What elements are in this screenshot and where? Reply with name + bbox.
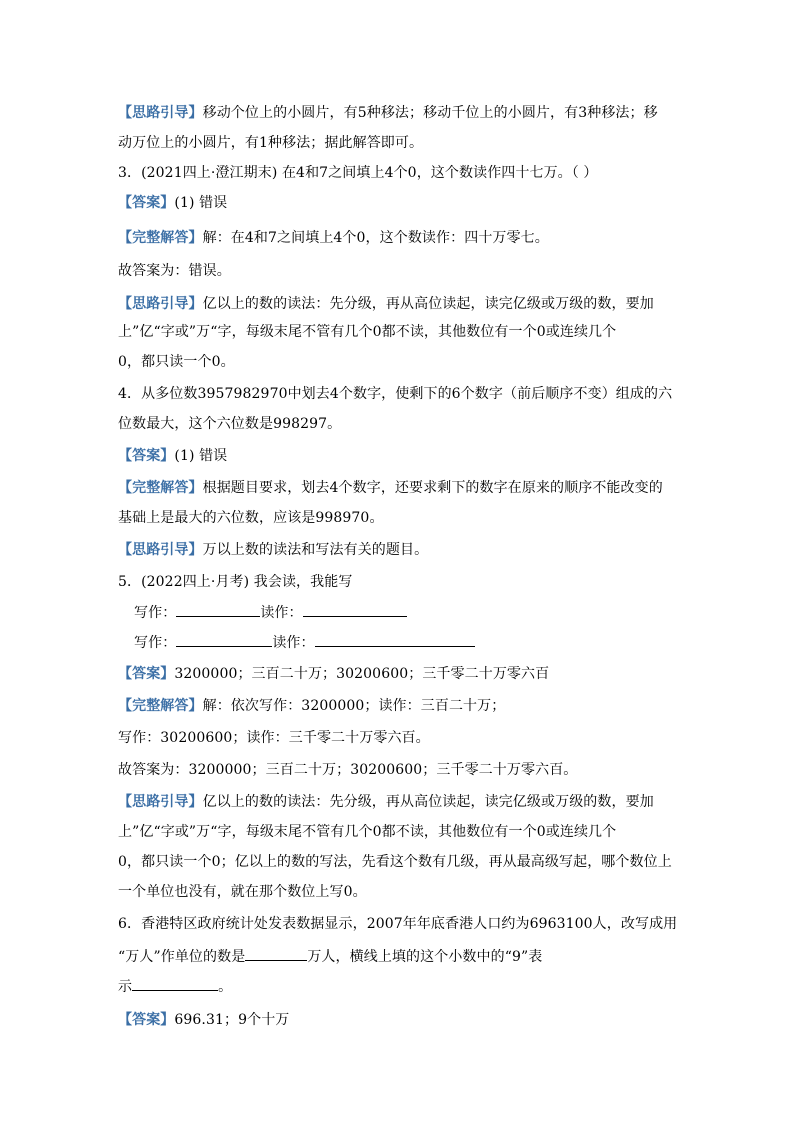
question-text: 4．从多位数3957982970中划去4个数字，使剩下的6个数字（前后顺序不变）组成的六 (118, 386, 673, 402)
text-line (118, 976, 678, 997)
full-solution-line (118, 696, 678, 716)
text-line (118, 728, 678, 748)
text-line (118, 261, 678, 281)
text: 写作：30200600；读作：三千零二十万零六百。 (118, 730, 430, 746)
write-blank-2 (176, 632, 272, 647)
full-tag: 【完整解答】 (118, 698, 203, 714)
text-line (118, 133, 678, 153)
hint-tag: 【思路引导】 (118, 542, 203, 558)
text-line (118, 760, 678, 780)
text: 移动个位上的小圆片，有5种移法；移动千位上的小圆片，有3种移法；移 (202, 105, 658, 121)
read-blank-1 (303, 602, 407, 617)
text: 亿以上的数的读法：先分级，再从高位读起，读完亿级或万级的数，要加 (202, 794, 654, 810)
text: 位数最大，这个六位数是998297。 (118, 416, 342, 432)
text-line (118, 508, 678, 528)
hint-tag: 【思路引导】 (118, 296, 203, 312)
question-4 (118, 384, 678, 404)
fill-blank-meaning (132, 976, 218, 991)
text: 0，都只读一个0；亿以上的数的写法，先看这个数有几级，再从最高级写起，哪个数位上 (118, 854, 672, 870)
question-3 (118, 163, 678, 183)
hint-line (118, 103, 678, 123)
answer-text: 696.31；9个十万 (174, 1012, 290, 1028)
fill-blank-units (245, 946, 307, 961)
hint-line (118, 792, 678, 812)
answer-text: 3200000；三百二十万；30200600；三千零二十万零六百 (174, 666, 550, 682)
text: 万人，横线上填的这个小数中的“9”表 (307, 949, 543, 965)
answer-line (118, 664, 678, 684)
question-text: 5．(2022四上·月考) 我会读，我能写 (118, 574, 353, 590)
text-line (118, 946, 678, 967)
hint-tag: 【思路引导】 (118, 794, 203, 810)
hint-line (118, 540, 678, 560)
write-blank-1 (176, 602, 260, 617)
text: 动万位上的小圆片，有1种移法；据此解答即可。 (118, 135, 424, 151)
answer-text: (1) 错误 (174, 448, 228, 464)
answer-line (118, 446, 678, 466)
text-line (118, 882, 678, 902)
text: 故答案为：错误。 (118, 263, 231, 279)
answer-line (118, 1010, 678, 1030)
hint-line (118, 294, 678, 314)
text-line (118, 852, 678, 872)
read-label: 读作： (260, 605, 303, 621)
text: 亿以上的数的读法：先分级，再从高位读起，读完亿级或万级的数，要加 (202, 296, 654, 312)
write-label: 写作： (134, 605, 177, 621)
question-6 (118, 914, 678, 934)
text: 示 (118, 979, 133, 995)
answer-tag: 【答案】 (118, 666, 175, 682)
answer-tag: 【答案】 (118, 195, 175, 211)
write-label: 写作： (134, 635, 177, 651)
text: 上”亿“字或”万“字，每级末尾不管有几个0都不读，其他数位有一个0或连续几个 (118, 324, 617, 340)
full-tag: 【完整解答】 (118, 480, 203, 496)
answer-text: (1) 错误 (174, 195, 228, 211)
question-text: 3．(2021四上·澄江期末) 在4和7之间填上4个0，这个数读作四十七万。（ ） (118, 165, 598, 181)
answer-tag: 【答案】 (118, 448, 175, 464)
text-line (118, 822, 678, 842)
text: 基础上是最大的六位数，应该是998970。 (118, 510, 384, 526)
full-solution-line (118, 228, 678, 248)
text-line (118, 414, 678, 434)
text: 故答案为：3200000；三百二十万；30200600；三千零二十万零六百。 (118, 762, 578, 778)
solution-text: 解：在4和7之间填上4个0，这个数读作：四十万零七。 (202, 230, 549, 246)
text: 0，都只读一个0。 (118, 354, 235, 370)
answer-tag: 【答案】 (118, 1012, 175, 1028)
text-line (118, 322, 678, 342)
full-solution-line (118, 478, 678, 498)
text: 上”亿“字或”万“字，每级末尾不管有几个0都不读，其他数位有一个0或连续几个 (118, 824, 617, 840)
read-blank-2 (315, 632, 475, 647)
question-5 (118, 572, 678, 592)
text: “万人”作单位的数是 (118, 949, 246, 965)
text: 一个单位也没有，就在那个数位上写0。 (118, 884, 367, 900)
full-tag: 【完整解答】 (118, 230, 203, 246)
fill-line-2 (118, 632, 694, 653)
text: 。 (218, 979, 233, 995)
text: 万以上数的读法和写法有关的题目。 (202, 542, 429, 558)
question-text: 6．香港特区政府统计处发表数据显示，2007年年底香港人口约为6963100人，改写成用 (118, 916, 678, 932)
solution-text: 解：依次写作：3200000；读作：三百二十万； (202, 698, 506, 714)
answer-line (118, 193, 678, 213)
text-line (118, 352, 678, 372)
read-label: 读作： (272, 635, 315, 651)
solution-text: 根据题目要求，划去4个数字，还要求剩下的数字在原来的顺序不能改变的 (202, 480, 663, 496)
fill-line-1 (118, 602, 694, 623)
hint-tag: 【思路引导】 (118, 105, 203, 121)
